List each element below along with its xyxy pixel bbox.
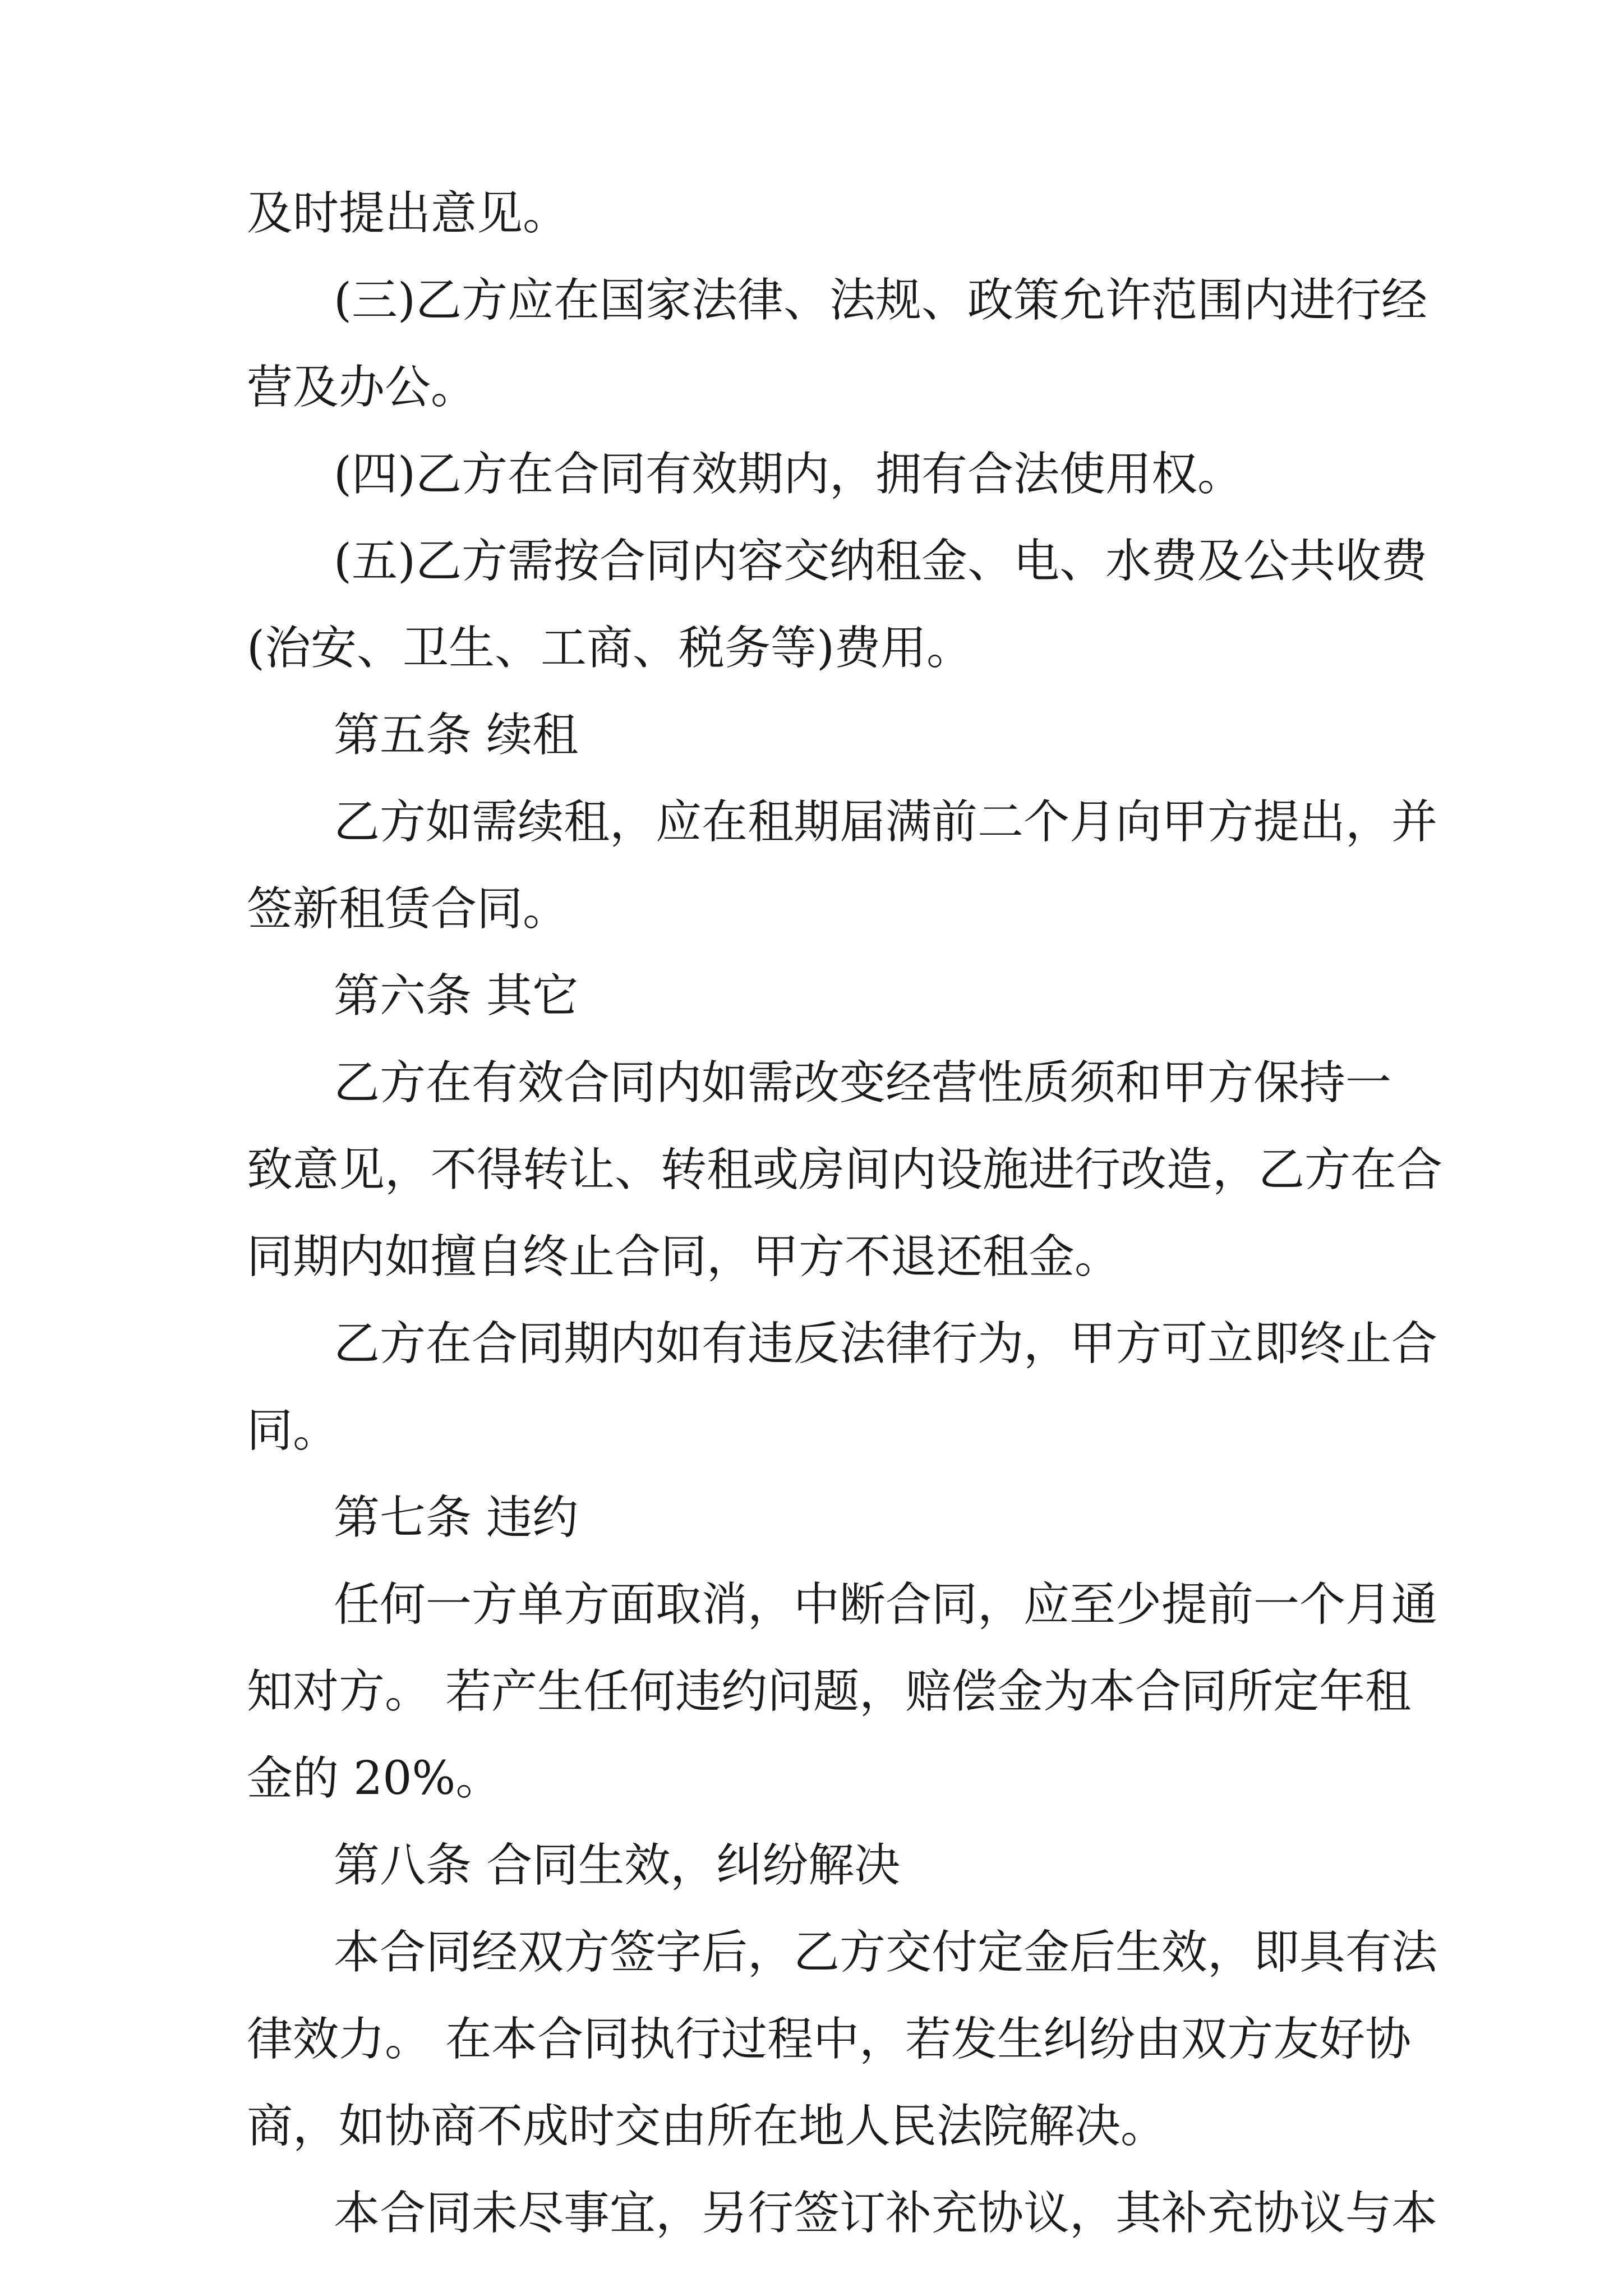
text-line: 知对方。 若产生任何违约问题，赔偿金为本合同所定年租 [247,1665,1412,1718]
text-line: 乙方在合同期内如有违反法律行为，甲方可立即终止合 [334,1317,1438,1370]
text-line: 及时提出意见。 [247,187,569,240]
section-heading: 第五条 续租 [334,708,579,762]
text-line: 签新租赁合同。 [247,882,569,936]
text-line: 同。 [247,1404,339,1457]
text-line: 任何一方单方面取消，中断合同，应至少提前一个月通 [334,1578,1438,1631]
section-heading: 第八条 合同生效，纠纷解决 [334,1839,901,1892]
text-line: 乙方如需续租，应在租期届满前二个月向甲方提出，并 [334,795,1438,849]
text-line: 乙方在有效合同内如需改变经营性质须和甲方保持一 [334,1056,1392,1110]
text-line: 本合同未尽事宜，另行签订补充协议，其补充协议与本 [334,2187,1438,2240]
text-line: 商，如协商不成时交由所在地人民法院解决。 [247,2100,1167,2153]
text-line: 律效力。 在本合同执行过程中，若发生纠纷由双方友好协 [247,2013,1412,2066]
text-line: (四)乙方在合同有效期内，拥有合法使用权。 [334,448,1243,501]
text-line: (三)乙方应在国家法律、法规、政策允许范围内进行经 [334,274,1427,327]
section-heading: 第六条 其它 [334,969,579,1023]
text-line: 本合同经双方签字后，乙方交付定金后生效，即具有法 [334,1926,1438,1979]
text-line: 营及办公。 [247,361,477,414]
text-line: 同期内如擅自终止合同，甲方不退还租金。 [247,1230,1121,1283]
text-line: (治安、卫生、工商、税务等)费用。 [247,622,972,675]
text-line: 金的 20%。 [247,1752,502,1805]
text-line: (五)乙方需按合同内容交纳租金、电、水费及公共收费 [334,535,1427,588]
section-heading: 第七条 违约 [334,1491,579,1544]
text-line: 致意见，不得转让、转租或房间内设施进行改造，乙方在合 [247,1143,1443,1197]
